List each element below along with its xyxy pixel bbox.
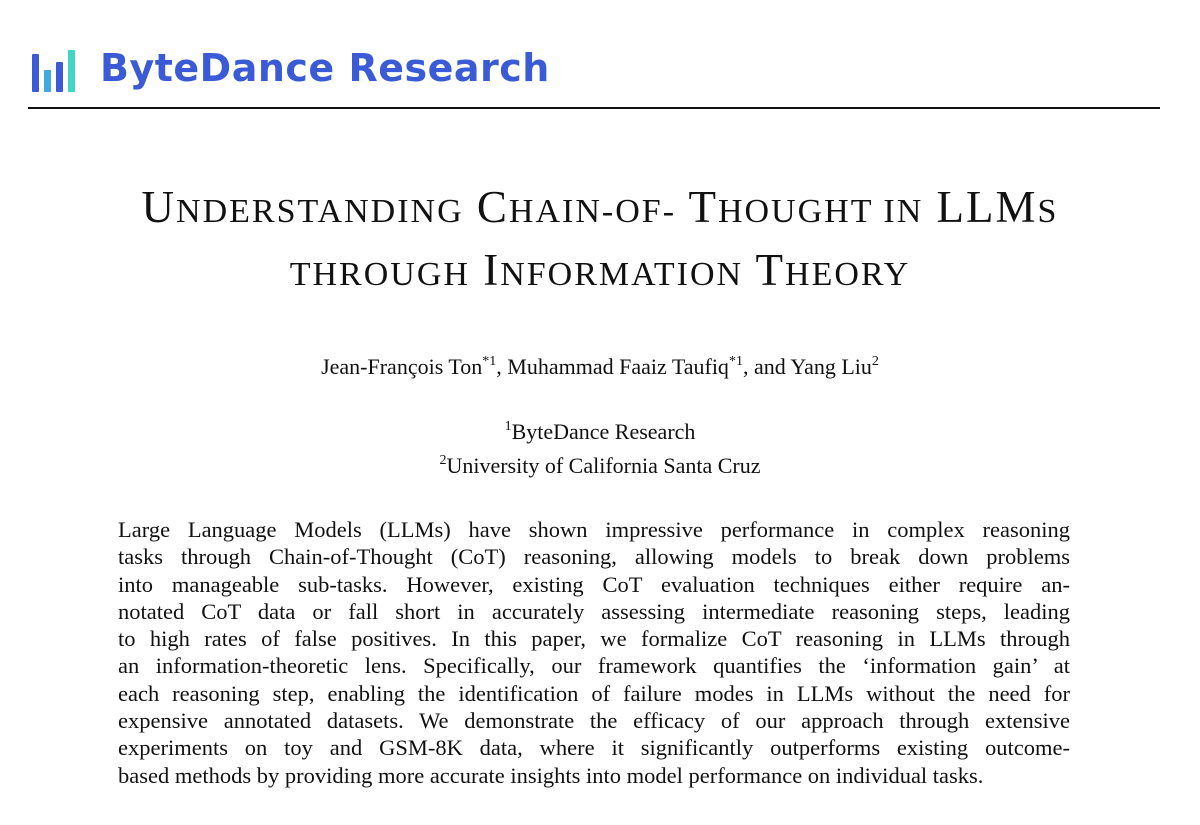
title-word-rest: NFORMATION — [500, 256, 744, 293]
author-affiliation-mark: *1 — [482, 354, 497, 369]
abstract-line: to high rates of false positives. In this paper, we formalize CoT reasoning in LLMs through — [118, 626, 1070, 652]
author-list — [0, 354, 1200, 380]
title-word-cap: I — [483, 245, 501, 295]
bytedance-logo-icon — [32, 44, 90, 92]
affiliation-mark: 1 — [504, 419, 512, 434]
abstract-line: tasks through Chain-of-Thought (CoT) reasoning, allowing models to break down problems — [118, 544, 1070, 570]
title-word-cap: C — [476, 182, 509, 232]
title-line-2 — [0, 241, 1200, 304]
header-divider — [28, 107, 1160, 109]
title-word-cap: LLM — [936, 182, 1038, 232]
title-word — [477, 182, 676, 232]
abstract-line: an information-theoretic lens. Specifically, our framework quantifies the ‘information gain’ at — [118, 653, 1070, 679]
affiliation-name: University of California Santa Cruz — [446, 453, 761, 478]
title-word — [937, 182, 1059, 232]
page-header — [32, 40, 550, 96]
abstract-line: experiments on toy and GSM-8K data, where it significantly outperforms existing outcome- — [118, 735, 1070, 761]
abstract-line: each reasoning step, enabling the identification of failure modes in LLMs without the need for — [118, 680, 1070, 706]
author-separator: , — [496, 354, 508, 379]
title-word-rest: THROUGH — [289, 256, 470, 293]
title-word — [290, 245, 470, 295]
title-word-rest: HAIN-OF- — [508, 193, 677, 230]
paper-title — [0, 178, 1200, 304]
title-word-rest: NDERSTANDING — [176, 193, 464, 230]
affiliation — [0, 412, 1200, 446]
title-word-rest: S — [1037, 193, 1059, 230]
affiliation-name: ByteDance Research — [511, 419, 696, 444]
title-word-cap: T — [688, 182, 718, 232]
author-name: Jean-François Ton — [321, 354, 483, 379]
abstract-line: Large Language Models (LLMs) have shown impressive performance in complex reasoning — [118, 517, 1070, 542]
abstract-line: based methods by providing more accurate insights into model performance on individual tasks. — [118, 762, 984, 788]
title-word — [756, 245, 911, 295]
title-line-1 — [0, 178, 1200, 241]
abstract-line: into manageable sub-tasks. However, existing CoT evaluation techniques either require an- — [118, 571, 1070, 597]
affiliation — [0, 446, 1200, 480]
abstract-line: notated CoT data or fall short in accurately assessing intermediate reasoning steps, leading — [118, 598, 1070, 624]
title-word-cap: U — [141, 182, 177, 232]
title-word-rest: HOUGHT IN — [717, 193, 924, 230]
author-separator: , and — [742, 354, 791, 379]
affiliation-list — [0, 412, 1200, 480]
author-affiliation-mark: *1 — [728, 354, 743, 369]
title-word-rest: HEORY — [785, 256, 911, 293]
abstract — [118, 516, 1070, 789]
author-affiliation-mark: 2 — [871, 354, 879, 369]
title-word — [142, 182, 464, 232]
title-word — [483, 245, 743, 295]
author-name: Yang Liu — [790, 354, 872, 379]
title-word — [688, 182, 923, 232]
affiliation-mark: 2 — [439, 453, 447, 468]
brand-name: ByteDance Research — [100, 46, 550, 90]
title-word-cap: T — [755, 245, 786, 295]
abstract-line: expensive annotated datasets. We demonstrate the efficacy of our approach through extensive — [118, 708, 1070, 734]
author-name: Muhammad Faaiz Taufiq — [507, 354, 729, 379]
